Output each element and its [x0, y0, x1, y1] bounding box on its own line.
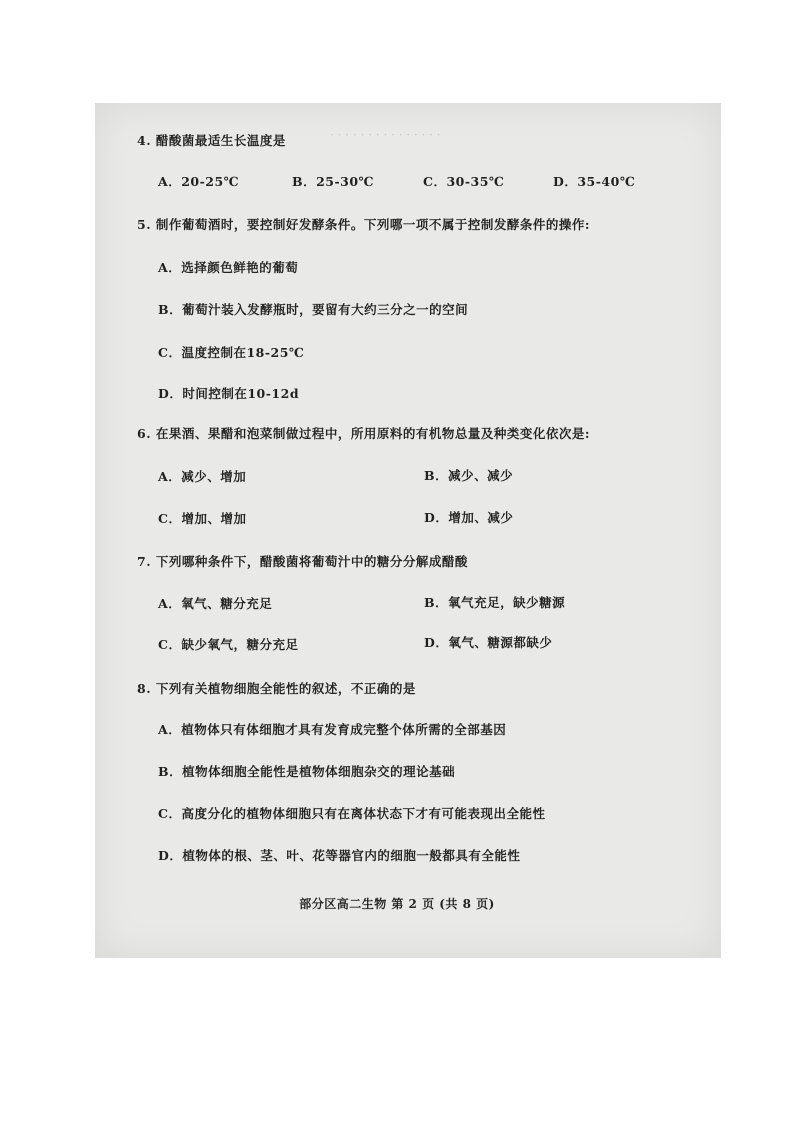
question-7-option-d: D．氧气、糖源都缺少	[424, 635, 553, 650]
question-5-stem: 5. 制作葡萄酒时，要控制好发酵条件。下列哪一项不属于控制发酵条件的操作:	[137, 217, 591, 232]
question-5-option-d: D．时间控制在10-12d	[158, 386, 300, 401]
question-7-stem: 7. 下列哪种条件下，醋酸菌将葡萄汁中的糖分分解成醋酸	[137, 554, 468, 569]
question-5-option-a: A．选择颜色鲜艳的葡萄	[158, 260, 299, 275]
question-4-option-b: B．25-30℃	[292, 174, 375, 189]
question-6-option-b: B．减少、减少	[424, 468, 514, 483]
question-6-option-c: C．增加、增加	[158, 511, 247, 526]
page-footer: 部分区高二生物 第 2 页 (共 8 页)	[299, 897, 495, 911]
question-5-option-c: C．温度控制在18-25℃	[158, 345, 305, 360]
question-8-option-a: A．植物体只有体细胞才具有发育成完整个体所需的全部基因	[158, 722, 507, 737]
question-6-option-a: A．减少、增加	[158, 469, 247, 484]
question-4-option-c: C．30-35℃	[423, 174, 505, 189]
question-7-option-a: A．氧气、糖分充足	[158, 596, 273, 611]
question-8-option-d: D．植物体的根、茎、叶、花等器官内的细胞一般都具有全能性	[158, 848, 521, 863]
bleed-through-text: · · · · · · · · · · · · · · ·	[330, 128, 441, 142]
question-8-option-b: B．植物体细胞全能性是植物体细胞杂交的理论基础	[158, 764, 456, 779]
question-6-option-d: D．增加、减少	[424, 510, 514, 525]
question-8-stem: 8. 下列有关植物细胞全能性的叙述，不正确的是	[137, 681, 416, 696]
question-4-option-d: D．35-40℃	[553, 174, 636, 189]
question-4-option-a: A．20-25℃	[158, 174, 240, 189]
question-7-option-b: B．氧气充足，缺少糖源	[424, 595, 566, 610]
question-4-stem: 4. 醋酸菌最适生长温度是	[137, 133, 286, 148]
question-5-option-b: B．葡萄汁装入发酵瓶时，要留有大约三分之一的空间	[158, 302, 469, 317]
question-6-stem: 6. 在果酒、果醋和泡菜制做过程中，所用原料的有机物总量及种类变化依次是:	[137, 426, 591, 441]
question-8-option-c: C．高度分化的植物体细胞只有在离体状态下才有可能表现出全能性	[158, 806, 546, 821]
question-7-option-c: C．缺少氧气，糖分充足	[158, 637, 299, 652]
